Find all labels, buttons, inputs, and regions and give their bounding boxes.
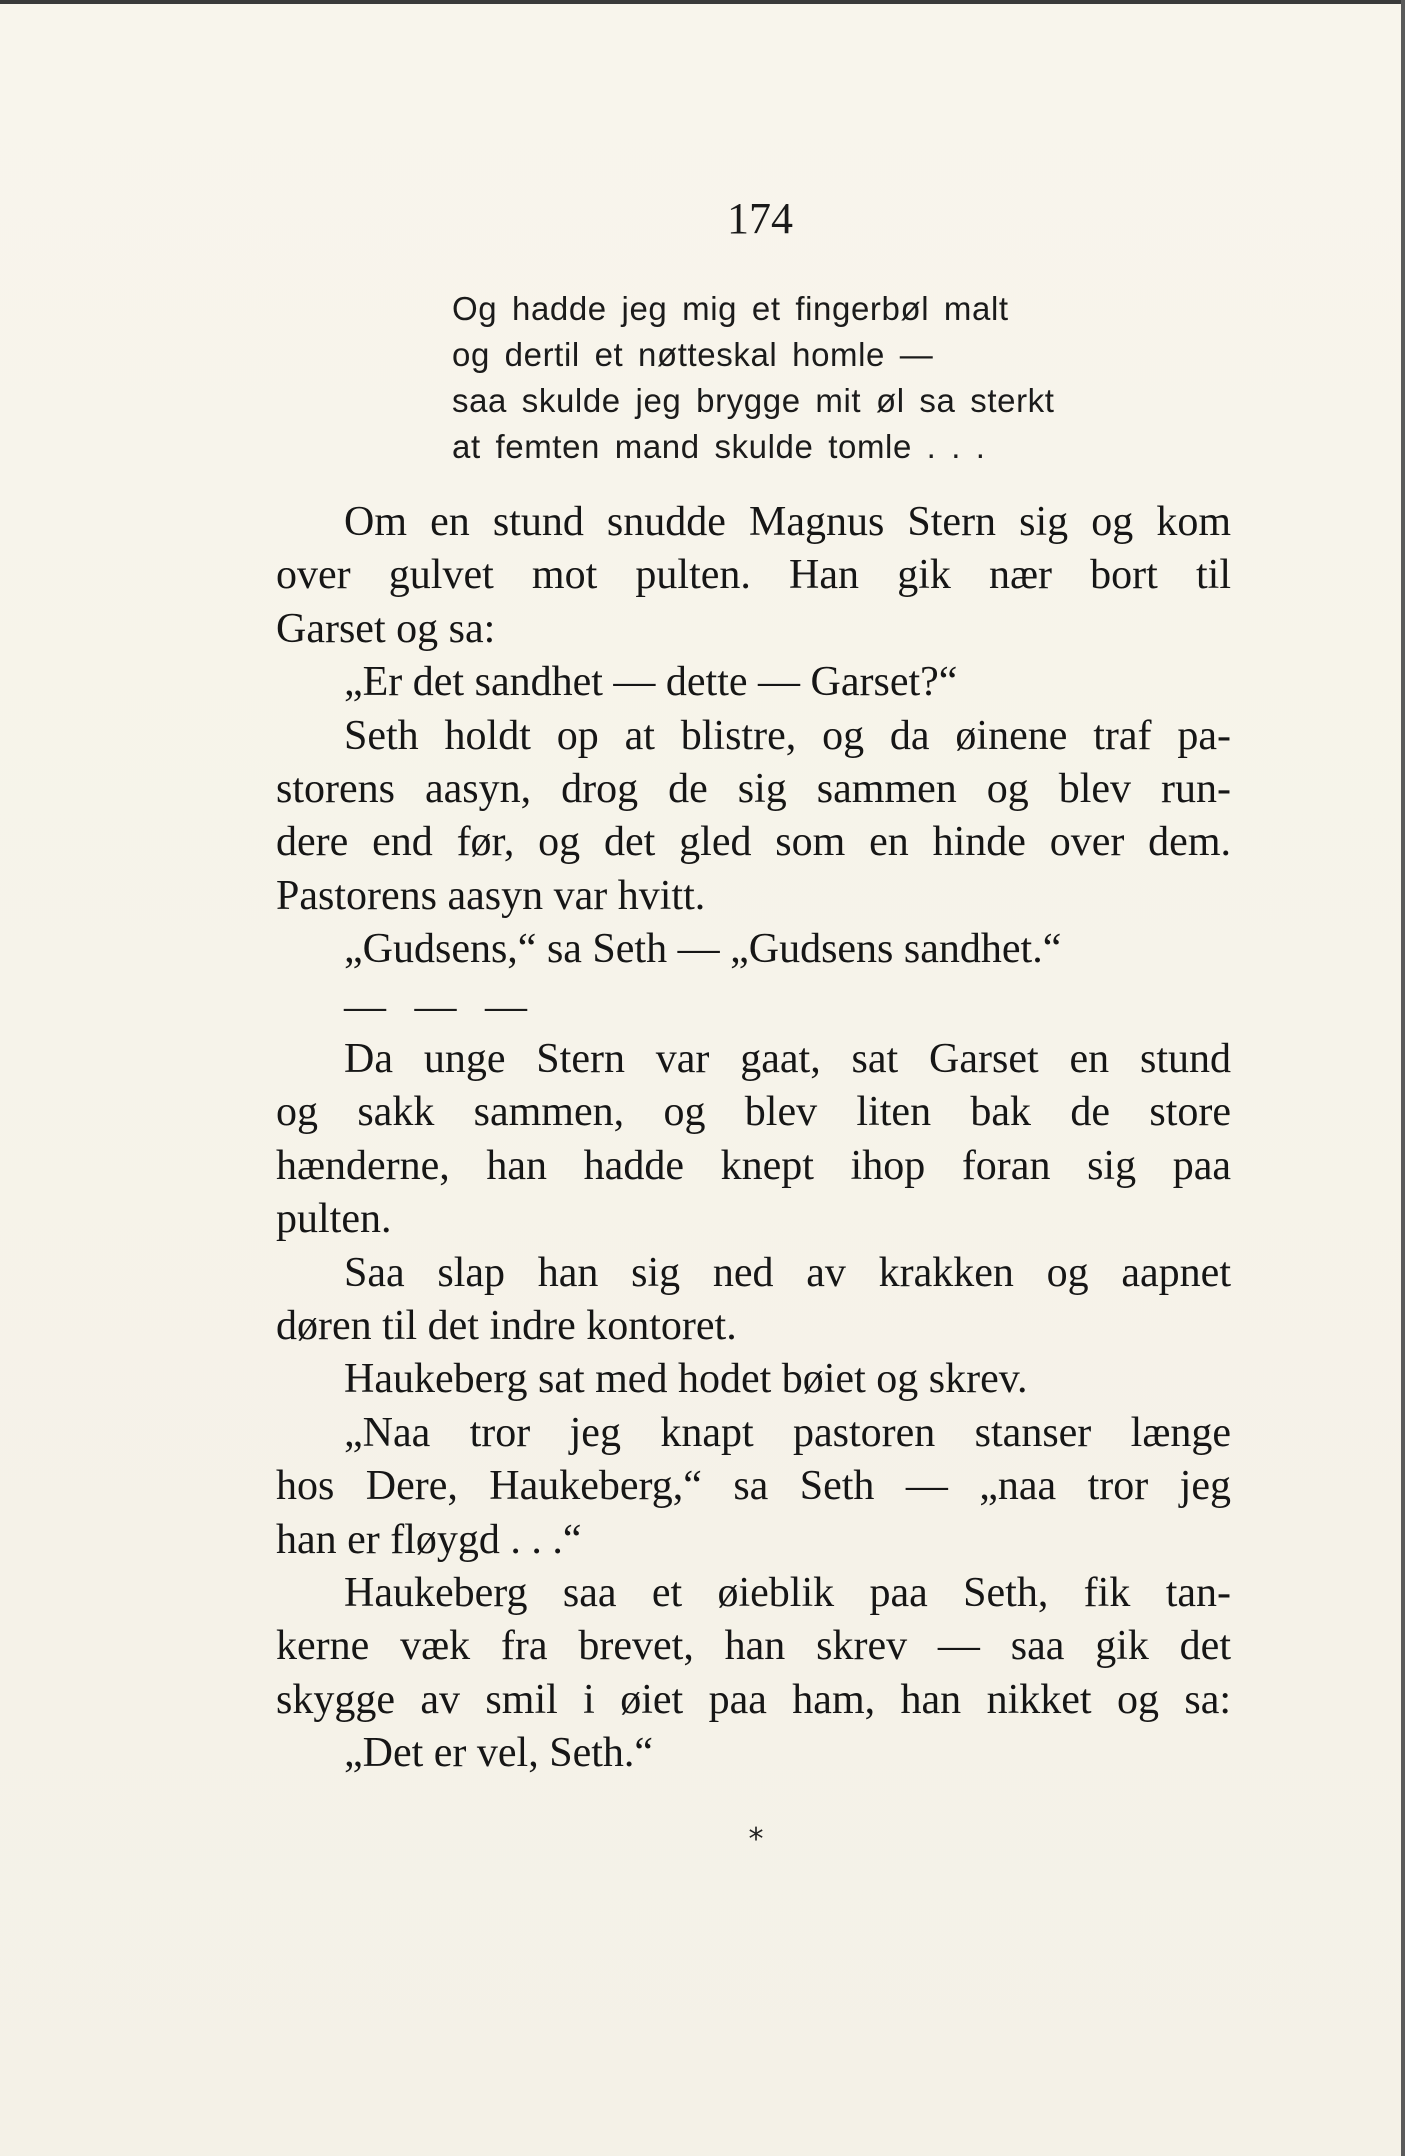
text-line: hos Dere, Haukeberg,“ sa Seth — „naa tror jeg (276, 1463, 1231, 1510)
body-text-top (276, 496, 1231, 977)
text-line: Saa slap han sig ned av krakken og aapnet (344, 1249, 1231, 1296)
text-line: kerne væk fra brevet, han skrev — saa gik det (276, 1623, 1231, 1670)
section-separator: — — — (344, 984, 531, 1030)
text-line: hænderne, han hadde knept ihop foran sig paa (276, 1142, 1231, 1189)
text-line: Seth holdt op at blistre, og da øinene traf pa- (344, 712, 1231, 759)
verse-line: saa skulde jeg brygge mit øl sa sterkt (452, 382, 1055, 419)
text-line: Pastorens aasyn var hvitt. (276, 872, 706, 919)
text-line: Garset og sa: (276, 605, 496, 652)
text-line: døren til det indre kontoret. (276, 1302, 737, 1349)
text-line: Haukeberg sat med hodet bøiet og skrev. (344, 1356, 1028, 1403)
text-line: og sakk sammen, og blev liten bak de store (276, 1089, 1231, 1136)
page-number: 174 (727, 194, 793, 243)
text-line: han er fløygd . . .“ (276, 1516, 582, 1563)
text-line: skygge av smil i øiet paa ham, han nikket og sa: (276, 1676, 1231, 1723)
text-line: pulten. (276, 1196, 392, 1243)
text-line: „Naa tror jeg knapt pastoren stanser længe (344, 1409, 1231, 1456)
verse-line: og dertil et nøtteskal homle — (452, 336, 934, 373)
body-text-bottom (276, 1033, 1231, 1780)
text-line: Haukeberg saa et øieblik paa Seth, fik tan- (344, 1569, 1231, 1616)
scan-edge-top (0, 0, 1405, 4)
text-line: Om en stund snudde Magnus Stern sig og kom (344, 499, 1231, 545)
text-line: „Er det sandhet — dette — Garset?“ (344, 659, 958, 706)
verse-line: Og hadde jeg mig et fingerbøl malt (452, 290, 1009, 327)
text-line: over gulvet mot pulten. Han gik nær bort til (276, 552, 1231, 599)
text-line: storens aasyn, drog de sig sammen og blev run- (276, 765, 1231, 812)
verse-block (452, 286, 1212, 470)
text-line: Da unge Stern var gaat, sat Garset en stund (344, 1036, 1231, 1082)
text-line: „Gudsens,“ sa Seth — „Gudsens sandhet.“ (344, 926, 1062, 973)
text-line: „Det er vel, Seth.“ (344, 1730, 654, 1777)
end-mark: * (748, 1822, 764, 1857)
verse-line: at femten mand skulde tomle . . . (452, 428, 986, 465)
text-line: dere end før, og det gled som en hinde over dem. (276, 819, 1231, 866)
